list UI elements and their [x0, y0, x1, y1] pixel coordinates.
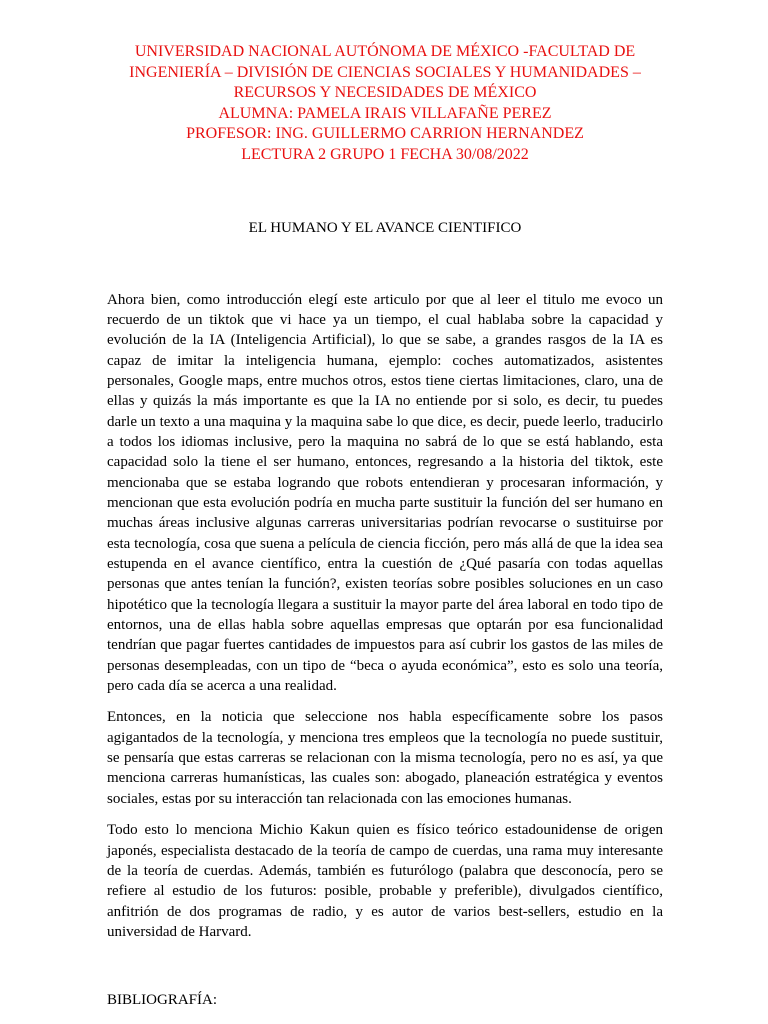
- document-title: EL HUMANO Y EL AVANCE CIENTIFICO: [248, 219, 522, 236]
- document-body: [107, 290, 663, 943]
- paragraph-kaku: Todo esto lo menciona Michio Kakun quien es físico teórico estadounidense de origen japonés, especialista destacado de la teoría de campo de cuerdas, una rama muy interesante de la teoría de cuerdas. Además, también es futurólogo (palabra que desconocía, pero se refiere al estudio de los futuros: posible, probable y preferible), divulgados científico, anfitrión de dos programas de radio, y es autor de varios best-sellers, estudio en la universidad de Harvard.: [107, 822, 663, 940]
- header-reading-line: LECTURA 2 GRUPO 1 FECHA 30/08/2022: [241, 145, 529, 163]
- paragraph-news: Entonces, en la noticia que seleccione nos habla específicamente sobre los pasos agigantados de la tecnología, y menciona tres empleos que la tecnología no puede sustituir, se pensaría que estas carreras se relacionan con la misma tecnología, pero no es así, ya que menciona carreras humanísticas, las cuales son: abogado, planeación estratégica y eventos sociales, estas por su interacción tan relacionada con las emociones humanas.: [107, 709, 663, 807]
- paragraph-intro: Ahora bien, como introducción elegí este articulo por que al leer el titulo me evoco un recuerdo de un tiktok que vi hace ya un tiempo, el cual hablaba sobre la capacidad y evolución de la IA (Inteligencia Artificial), lo que se sabe, a grandes rasgos de la IA es capaz de imitar la inteligencia humana, ejemplo: coches automatizados, asistentes personales, Google maps, entre muchos otros, estos tiene ciertas limitaciones, claro, una de ellas y quizás la más importante es que la IA no entiende por si solo, es decir, tu puedes darle un texto a una maquina y la maquina sabe lo que dice, es decir, puede leerlo, traducirlo a todos los idiomas inclusive, pero la maquina no sabrá de lo que se está hablando, esta capacidad solo la tiene el ser humano, entonces, regresando a la historia del tiktok, este mencionaba que se estaba logrando que robots entendieran y procesaran información, y mencionan que esta evolución podría en mucha parte sustituir la función del ser humano en muchas áreas inclusive algunas carreras universitarias podrían revocarse o sustituirse por esta tecnología, cosa que suena a película de ciencia ficción, pero más allá de que la idea sea estupenda en el avance científico, entra la cuestión de ¿Qué pasaría con todas aquellas personas que antes tenían la función?, existen teorías sobre posibles soluciones en un caso hipotético que la tecnología llegara a sustituir la mayor parte del área laboral en todo tipo de entornos, una de ellas habla sobre aquellas empresas que optarán por esa funcionalidad tendrían que pagar fuertes cantidades de impuestos para así cubrir los gastos de las miles de personas desempleadas, con un tipo de “beca o ayuda económica”, esto es solo una teoría, pero cada día se acerca a una realidad.: [107, 291, 663, 695]
- header-university-line: UNIVERSIDAD NACIONAL AUTÓNOMA DE MÉXICO -FACULTAD DE: [134, 43, 636, 60]
- header-student-line: ALUMNA: PAMELA IRAIS VILLAFAÑE PEREZ: [218, 104, 552, 122]
- bibliography-heading: BIBLIOGRAFÍA:: [107, 992, 218, 1009]
- header-professor-line: PROFESOR: ING. GUILLERMO CARRION HERNANDEZ: [186, 125, 584, 143]
- header-course-line: RECURSOS Y NECESIDADES DE MÉXICO: [233, 84, 537, 102]
- header-faculty-line: INGENIERÍA – DIVISIÓN DE CIENCIAS SOCIALES Y HUMANIDADES –: [129, 63, 641, 81]
- document-header: [107, 42, 663, 166]
